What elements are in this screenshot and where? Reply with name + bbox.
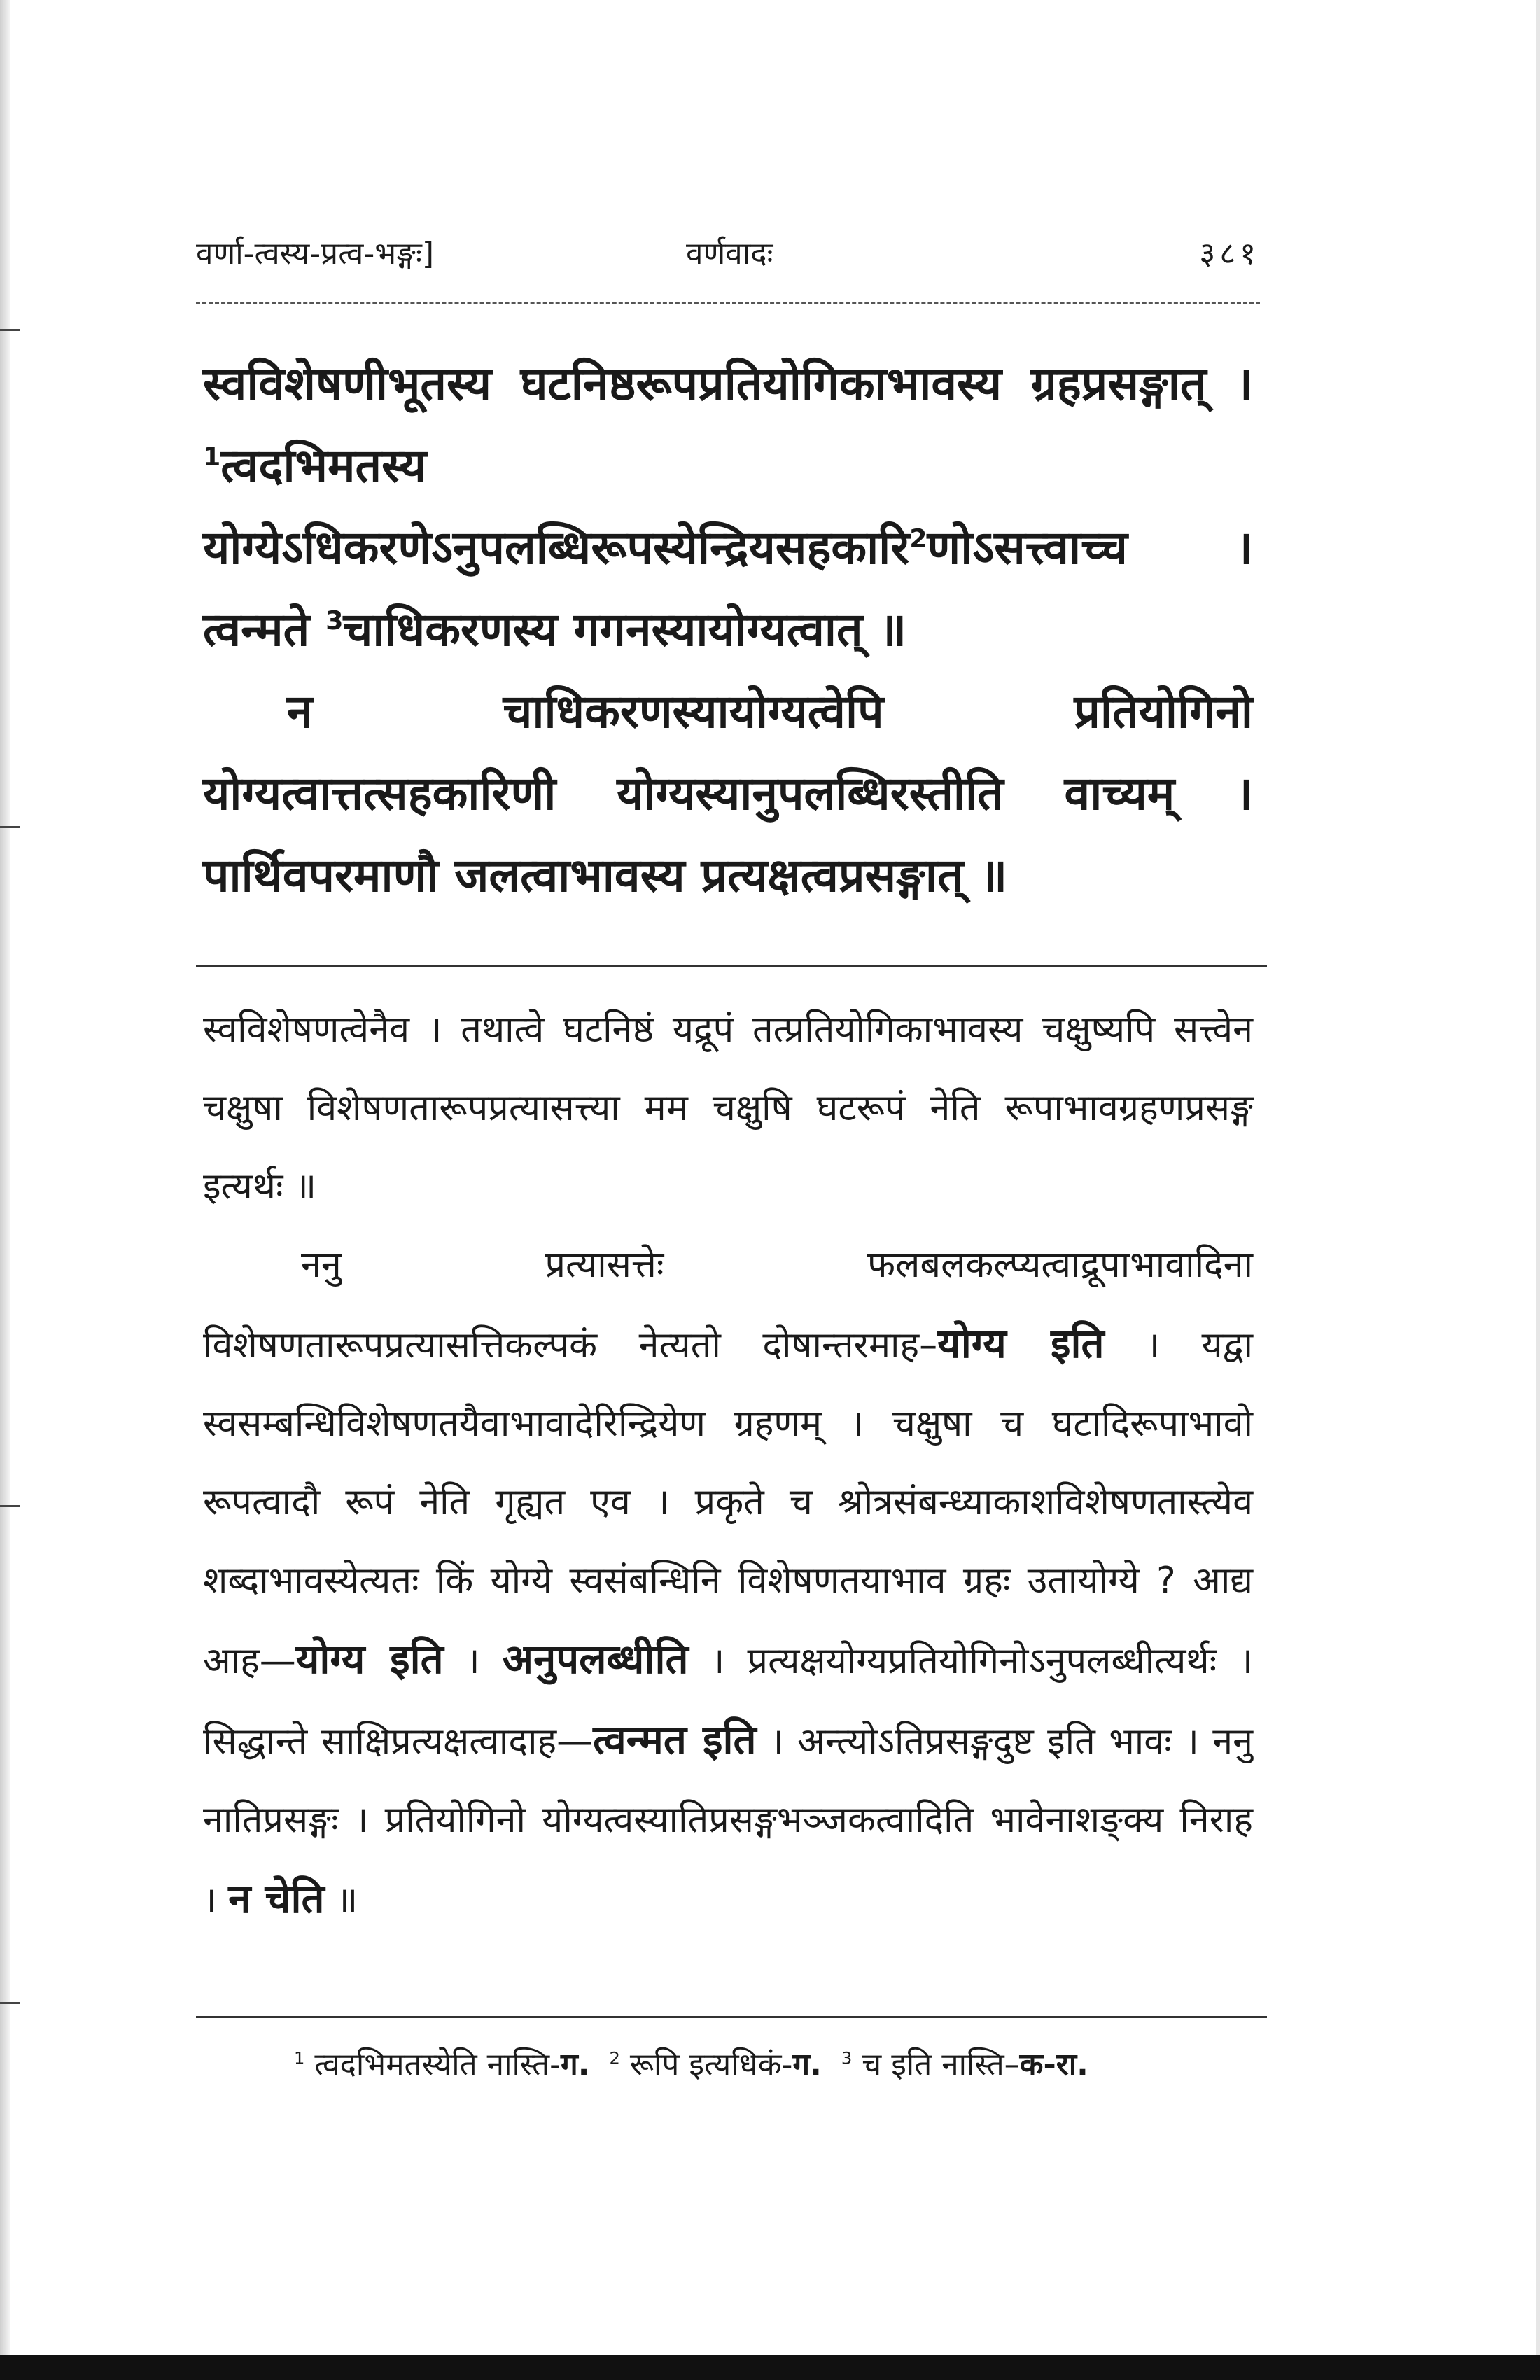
page-number: ३८१ (1199, 236, 1260, 272)
main-text (203, 343, 1253, 916)
main-paragraph: न चाधिकरणस्यायोग्यत्वेपि प्रतियोगिनो योग्यत्वात्तत्सहकारिणी योग्यस्यानुपलब्धिरस्तीति वाच्यम् । पार्थिवपरमाणौ जलत्वाभावस्य प्रत्यक्षत्वप्रसङ्गात् ॥ (203, 685, 1253, 902)
pratika: त्वन्मत इति (593, 1716, 757, 1763)
commentary (203, 990, 1253, 1940)
commentary-rule (196, 965, 1267, 967)
footnote-text: त्वदभिमतस्येति नास्ति- (304, 2047, 561, 2082)
running-head-title: वर्णवादः (686, 236, 774, 272)
binding-mark (0, 1505, 20, 1507)
footnote-number: 3 (841, 2048, 853, 2068)
footnote-marker: 3 (326, 606, 344, 636)
footnote-marker: 2 (909, 524, 927, 554)
manuscript-siglum: ग. (560, 2047, 590, 2082)
manuscript-siglum: ग. (792, 2047, 822, 2082)
binding-mark (0, 2002, 20, 2004)
commentary-paragraph: ननु प्रत्यासत्तेः फलबलकल्प्यत्वाद्रूपाभावादिना विशेषणतारूपप्रत्यासत्तिकल्पकं नेत्यतो दोषान्तरमाह–योग्य इति । यद्वा स्वसम्बन्धिविशेषणतयैवाभावादेरिन्द्रियेण ग्रहणम् । चक्षुषा च घटादिरूपाभावो रूपत्वादौ रूपं नेति गृह्यत एव । प्रकृते च श्रोत्रसंबन्ध्याकाशविशेषणतास्त्येव शब्दाभावस्येत्यतः किं योग्ये स्वसंबन्धिनि विशेषणतयाभाव ग्रहः उतायोग्ये ? आद्य आह—योग्य इति । अनुपलब्धीति । प्रत्यक्षयोग्यप्रतियोगिनोऽनुपलब्धीत्यर्थः । सिद्धान्ते साक्षिप्रत्यक्षत्वादाह—त्वन्मत इति । अन्त्योऽतिप्रसङ्गदुष्ट इति भावः । ननु नातिप्रसङ्गः । प्रतियोगिनो योग्यत्वस्यातिप्रसङ्गभञ्जकत्वादिति भावेनाशङ्क्य निराह । न चेति ॥ (203, 1244, 1254, 1922)
pratika: अनुपलब्धीति (502, 1635, 689, 1683)
footnote-marker: 1 (203, 442, 221, 472)
running-head-section: वर्णा-त्वस्य-प्रत्व-भङ्गः] (196, 236, 435, 272)
footnote-number: 1 (294, 2048, 305, 2068)
commentary-paragraph: स्वविशेषणत्वेनैव । तथात्वे घटनिष्ठं यद्रूपं तत्प्रतियोगिकाभावस्य चक्षुष्यपि सत्त्वेन चक्षुषा विशेषणतारूपप्रत्यासत्त्या मम चक्षुषि घटरूपं नेति रूपाभावग्रहणप्रसङ्ग इत्यर्थः ॥ (203, 1009, 1253, 1208)
page-binding-edge (0, 0, 10, 2380)
page-right-edge (1536, 0, 1540, 2380)
footnotes (294, 2044, 1267, 2086)
running-head (196, 231, 1260, 280)
pratika: योग्य इति (937, 1320, 1105, 1367)
manuscript-siglum: क-रा. (1019, 2047, 1088, 2082)
header-rule (196, 302, 1260, 304)
binding-mark (0, 329, 20, 331)
pratika: योग्य इति (295, 1635, 444, 1683)
main-paragraph: स्वविशेषणीभूतस्य घटनिष्ठरूपप्रतियोगिकाभावस्य ग्रहप्रसङ्गात् । $^1$त्वदभिमतस्य योग्येऽधिकरणेऽनुपलब्धिरूपस्येन्द्रियसहकारि$^2$णोऽसत्त्वाच्च । त्वन्मते $^3$चाधिकरणस्य गगनस्यायोग्यत्वात् ॥ (203, 357, 1253, 657)
footnote-text: च इति नास्ति– (852, 2047, 1020, 2082)
scan-bottom-border (0, 2355, 1540, 2380)
footnote-number: 2 (609, 2048, 620, 2068)
footnote-rule (196, 2016, 1267, 2018)
pratika: न चेति (228, 1875, 325, 1922)
binding-mark (0, 826, 20, 828)
footnote-text: रूपि इत्यधिकं- (620, 2047, 793, 2082)
